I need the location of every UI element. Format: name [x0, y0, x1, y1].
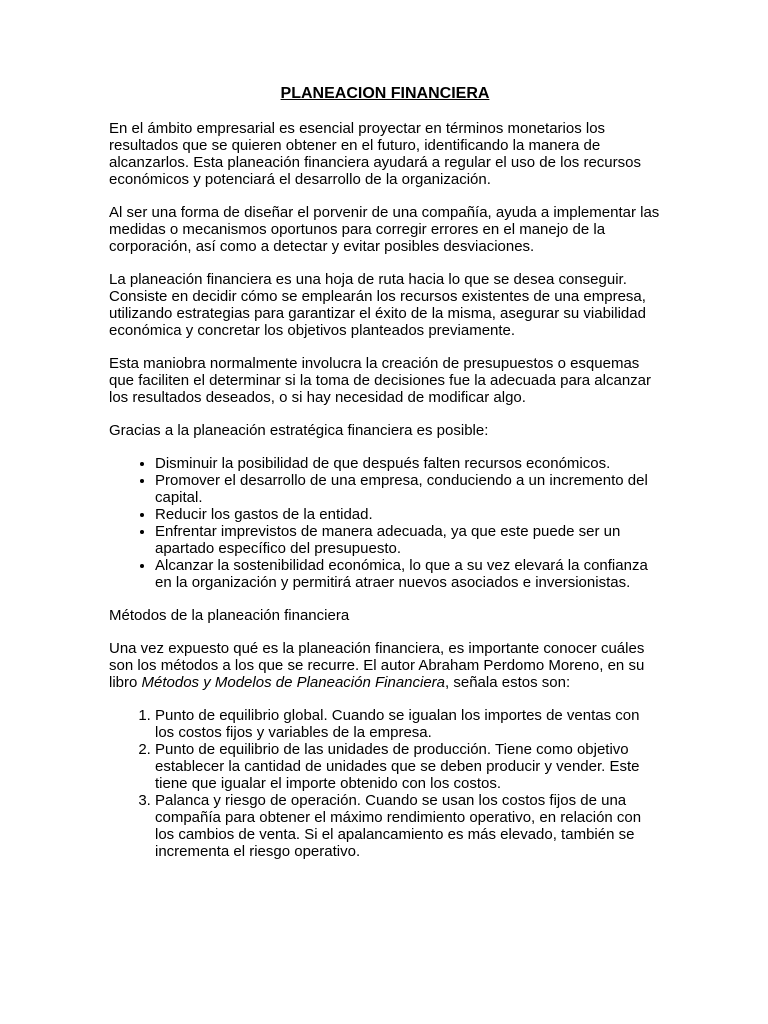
paragraph-intro: En el ámbito empresarial es esencial proyectar en términos monetarios los resultados que se quieren obtener en el futuro, identificando la manera de alcanzarlos. Esta planeación financiera ayudará a regular el uso de los recursos económicos y potenciará el desarrollo de la organización. [109, 120, 641, 188]
paragraph-methods-intro [109, 640, 661, 691]
book-title: Métodos y Modelos de Planeación Financiera [141, 674, 446, 691]
document-page [109, 84, 661, 876]
list-item: • Reducir los gastos de la entidad. [155, 506, 661, 523]
list-item: • Promover el desarrollo de una empresa, conduciendo a un incremento del capital. [155, 472, 661, 506]
list-item: 3. Palanca y riesgo de operación. Cuando se usan los costos fijos de una compañía para obtener el máximo rendimiento operativo, en relación con los cambios de venta. Si el apalancamiento es más elevado, también se incrementa el riesgo operativo. [155, 792, 661, 860]
methods-list [109, 707, 661, 860]
list-item: • Disminuir la posibilidad de que después falten recursos económicos. [155, 455, 661, 472]
methods-intro-tail: , señala estos son: [445, 674, 571, 691]
list-item: • Alcanzar la sostenibilidad económica, lo que a su vez elevará la confianza en la organización y permitirá atraer nuevos asociados e inversionistas. [155, 557, 661, 591]
list-item: 2. Punto de equilibrio de las unidades de producción. Tiene como objetivo establecer la cantidad de unidades que se deben producir y vender. Este tiene que igualar el importe obtenido con los costos. [155, 741, 661, 792]
methods-intro-text: Una vez expuesto qué es la planeación financiera, es importante conocer cuáles son los métodos a los que se recurre. El autor Abraham Perdomo Moreno, en su libro [109, 640, 645, 691]
paragraph-benefits-intro: Gracias a la planeación estratégica financiera es posible: [109, 422, 489, 439]
paragraph-roadmap: La planeación financiera es una hoja de ruta hacia lo que se desea conseguir. Consiste en decidir cómo se emplearán los recursos existentes de una empresa, utilizando estrategias para garantizar el éxito de la misma, asegurar su viabilidad económica y concretar los objetivos planteados previamente. [109, 271, 646, 339]
list-item: 1. Punto de equilibrio global. Cuando se igualan los importes de ventas con los costos fijos y variables de la empresa. [155, 707, 661, 741]
paragraph-budgets: Esta maniobra normalmente involucra la creación de presupuestos o esquemas que faciliten el determinar si la toma de decisiones fue la adecuada para alcanzar los resultados deseados, o si hay necesidad de modificar algo. [109, 355, 651, 406]
paragraph-purpose: Al ser una forma de diseñar el porvenir de una compañía, ayuda a implementar las medidas o mecanismos oportunos para corregir errores en el manejo de la corporación, así como a detectar y evitar posibles desviaciones. [109, 204, 660, 255]
methods-heading: Métodos de la planeación financiera [109, 607, 350, 624]
benefits-list [109, 455, 661, 591]
document-title: PLANEACION FINANCIERA [280, 85, 490, 102]
list-item: • Enfrentar imprevistos de manera adecuada, ya que este puede ser un apartado específico del presupuesto. [155, 523, 661, 557]
